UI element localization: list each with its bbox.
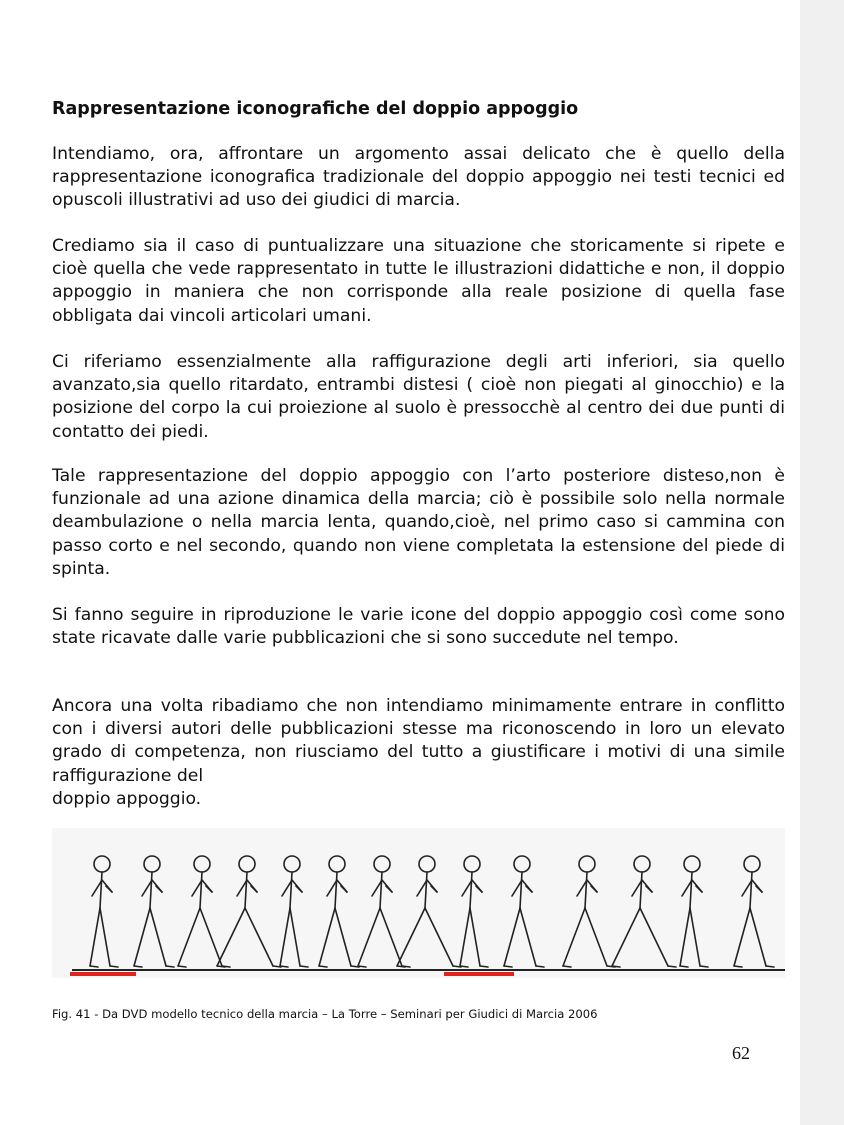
figure-caption: Fig. 41 - Da DVD modello tecnico della marcia – La Torre – Seminari per Giudici di Marcia 2006	[52, 1007, 598, 1021]
paragraph-2: Crediamo sia il caso di puntualizzare una situazione che storicamente si ripete e cioè quella che vede rappresentato in tutte le illustrazioni didattiche e non, il doppio appoggio in maniera che non corrisponde alla reale posizione di quella fase obbligata dai vincoli articolari umani.	[52, 236, 785, 326]
walker-figure	[460, 856, 488, 967]
walker-figure	[504, 856, 544, 967]
paragraph-6: Ancora una volta ribadiamo che non intendiamo minimamente entrare in conflitto con i diversi autori delle pubblicazioni stesse ma riconoscendo in loro un elevato grado di competenza, non riusciamo del tutto a giustificare i motivi di una simile raffigurazione del	[52, 696, 785, 786]
walker-sequence-drawing	[52, 828, 785, 978]
paragraph-6-last-line: doppio appoggio.	[52, 789, 202, 809]
walker-figure	[134, 856, 174, 967]
paragraph-1: Intendiamo, ora, affrontare un argomento assai delicato che è quello della rappresentazione iconografica tradizionale del doppio appoggio nei testi tecnici ed opuscoli illustrativi ad uso dei giudici di marcia.	[52, 144, 785, 211]
walker-figure	[217, 856, 281, 967]
paragraph-5: Si fanno seguire in riproduzione le varie icone del doppio appoggio così come sono state ricavate dalle varie pubblicazioni che si sono succedute nel tempo.	[52, 605, 785, 649]
walker-figure	[397, 856, 461, 967]
walker-figure	[358, 856, 410, 967]
walker-figure	[178, 856, 230, 967]
walker-figure	[319, 856, 359, 967]
section-title: Rappresentazione iconografiche del doppio appoggio	[52, 99, 579, 119]
walker-figure	[734, 856, 774, 967]
paragraph-3: Ci riferiamo essenzialmente alla raffigurazione degli arti inferiori, sia quello avanzato,sia quello ritardato, entrambi distesi ( cioè non piegati al ginocchio) e la posizione del corpo la cui proiezione al suolo è pressocchè al centro dei due punti di contatto dei piedi.	[52, 352, 785, 442]
walker-figure	[280, 856, 308, 967]
walker-figure	[90, 856, 118, 967]
race-walking-figure	[52, 828, 785, 978]
page-number: 62	[732, 1043, 750, 1063]
walker-figure	[563, 856, 615, 967]
page-margin-strip	[800, 0, 844, 1125]
walker-figure	[680, 856, 708, 967]
paragraph-4: Tale rappresentazione del doppio appoggio con l’arto posteriore disteso,non è funzionale ad una azione dinamica della marcia; ciò è possibile solo nella normale deambulazione o nella marcia lenta, quando,cioè, nel primo caso si cammina con passo corto e nel secondo, quando non viene completata la estensione del piede di spinta.	[52, 466, 785, 579]
walker-figure	[612, 856, 676, 967]
